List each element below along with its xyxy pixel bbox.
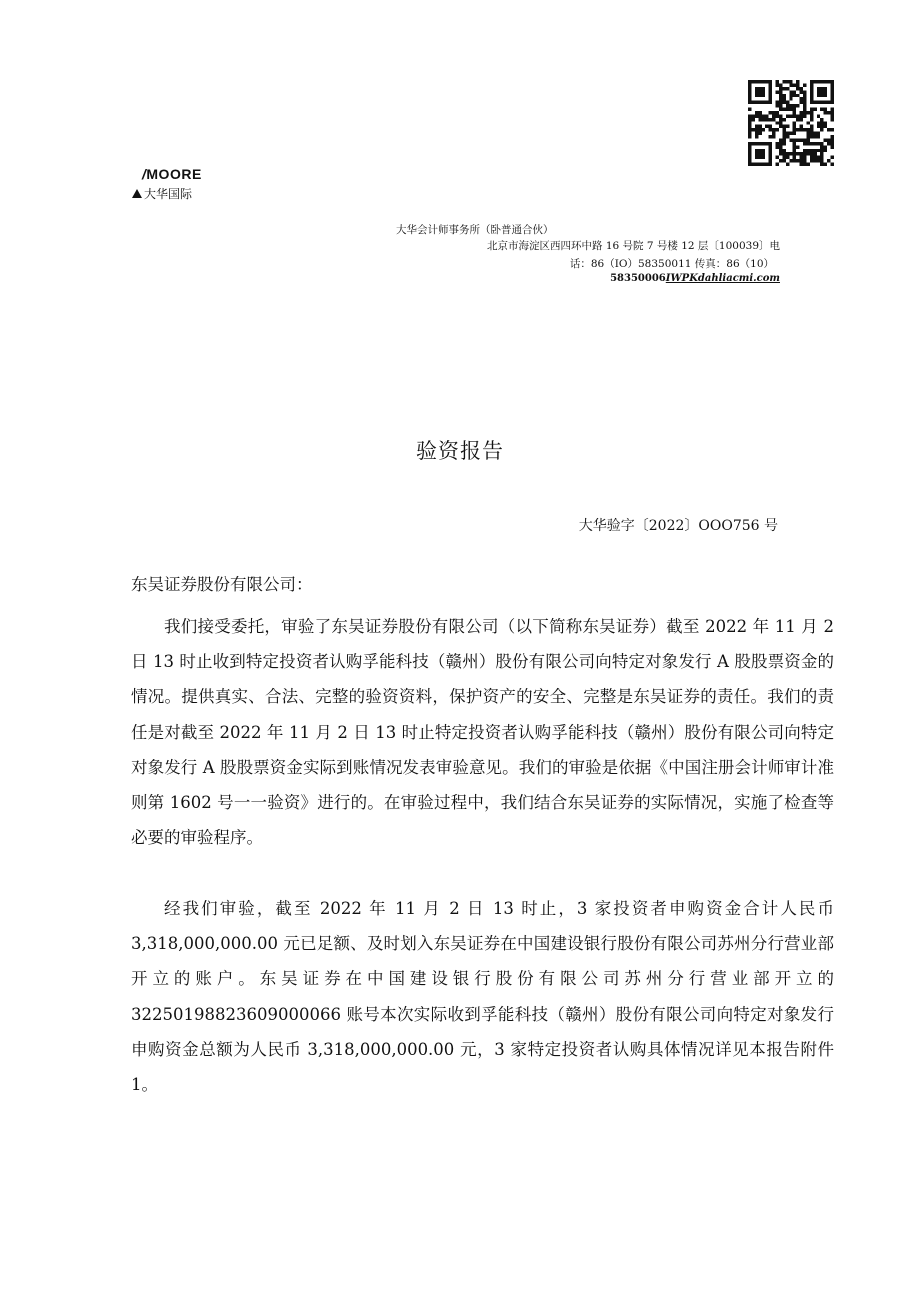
firm-name: 大华会计师事务所（卧普通合伙） <box>396 224 554 236</box>
qr-code <box>748 80 834 166</box>
qr-finder-pattern <box>812 82 833 103</box>
qr-finder-pattern <box>750 144 771 165</box>
logo-cn-name <box>132 185 192 202</box>
logo-cn-text: 大华国际 <box>144 187 193 201</box>
salutation: 东吴证券股份有限公司： <box>131 575 313 594</box>
logo-slash: / <box>142 166 147 182</box>
qr-finder-pattern <box>750 82 771 103</box>
report-title: 验资报告 <box>416 439 504 463</box>
report-number: 大华验字〔2022〕OOO756 号 <box>578 518 778 534</box>
logo-brand: MOORE <box>146 166 202 182</box>
firm-fax-number: 58350006 <box>610 273 666 284</box>
triangle-icon <box>132 189 142 198</box>
moore-logo <box>142 166 202 182</box>
firm-address: 北京市海淀区西四环中路 16 号院 7 号楼 12 层〔100039〕电 <box>486 240 780 252</box>
paragraph-verification: 经我们审验，截至 2022 年 11 月 2 日 13 时止，3 家投资者申购资金合计人民币 3,318,000,000.00 元已足额、及时划入东吴证券在中国建设银行股份有限公司苏州分行营业部开立的账户。东吴证券在中国建设银行股份有限公司苏州分行营业部开立的 32250198823609000066 账号本次实际收到孚能科技（赣州）股份有限公司向特定对象发行申购资金总额为人民币 3,318,000,000.00 元，3 家特定投资者认购具体情况详见本报告附件 1。 <box>131 899 834 1095</box>
firm-website: IWPKdahliacmi.com <box>665 273 780 284</box>
firm-telephone: 话：86（IO）58350011 传真：86（10） <box>569 258 774 270</box>
paragraph-engagement: 我们接受委托，审验了东吴证券股份有限公司（以下简称东吴证券）截至 2022 年 11 月 2 日 13 时止收到特定投资者认购孚能科技（赣州）股份有限公司向特定对象发行 A 股股票资金的情况。提供真实、合法、完整的验资资料，保护资产的安全、完整是东吴证券的责任。我们的责任是对截至 2022 年 11 月 2 日 13 时止特定投资者认购孚能科技（赣州）股份有限公司向特定对象发行 A 股股票资金实际到账情况发表审验意见。我们的审验是依据《中国注册会计师审计准则第 1602 号一一验资》进行的。在审验过程中，我们结合东吴证券的实际情况，实施了检查等必要的审验程序。 <box>131 617 834 848</box>
firm-fax-web <box>610 273 780 284</box>
